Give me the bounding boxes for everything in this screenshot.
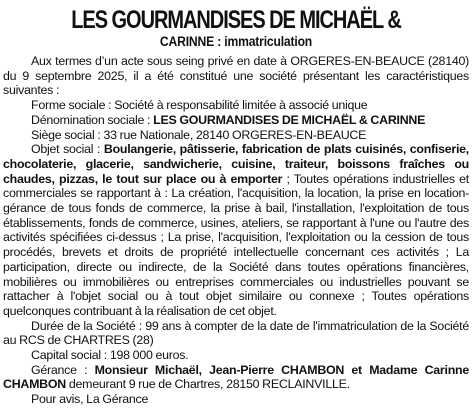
intro-paragraph: Aux termes d’un acte sous seing privé en date à ORGERES-EN-BEAUCE (28140) du 9 septembre 2025, il a été constitué une société présentant les caractéristiques suivantes : — [3, 54, 469, 98]
objet-details: ; Toutes opérations industrielles et commerciales se rapportant à : La création, l'acquisition, la location, la prise en location-gérance de tous fonds de commerce, la prise à bail, l'installation, l'exploitation de tous établissements, fonds de commerce, usines, ateliers, se rapportant à l'une ou l'autre des activités spécifiées ci-dessus ; La prise, l'acquisition, l'exploitation ou la cession de tous procédés, brevets et droits de propriété intellectuelle concernant ces activités ; La participation, directe ou indirecte, de la Société dans toutes opérations financières, mobilières ou immobilières ou entreprises commerciales ou industrielles pouvant se rattacher à l'objet social ou à tout objet similaire ou connexe ; Toutes opérations quelconques contribuant à la réalisation de cet objet. — [3, 171, 469, 318]
denomination-label: Dénomination sociale : — [31, 112, 154, 127]
gerance-label: Gérance : — [31, 362, 95, 377]
duree-societe: Durée de la Société : 99 ans à compter de la date de l'immatriculation de la Société au RCS de CHARTRES (28) — [3, 318, 469, 348]
denomination-value: LES GOURMANDISES DE MICHAËL & CARINNE — [153, 112, 426, 127]
gerance — [3, 363, 469, 392]
objet-activities: Boulangerie, pâtisserie, fabrication de plats cuisinés, confiserie, chocolaterie, glacerie, sandwicherie, cuisine, traiteur, boissons fraîches ou chaudes, pizzas, le tout sur place ou à emporter — [3, 142, 469, 186]
forme-sociale: Forme sociale : Société à responsabilité limitée à associé unique — [31, 98, 368, 113]
signature: Pour avis, La Gérance — [31, 392, 149, 407]
notice-body — [3, 54, 469, 407]
objet-label: Objet social : — [31, 142, 104, 157]
gerance-address: demeurant 9 rue de Chartres, 28150 RECLAINVILLE. — [65, 377, 350, 392]
siege-social: Siège social : 33 rue Nationale, 28140 ORGERES-EN-BEAUCE — [31, 127, 367, 142]
denomination-sociale — [3, 113, 469, 128]
objet-social — [3, 142, 469, 318]
gerance-names: Monsieur Michaël, Jean-Pierre CHAMBON et Madame Carinne CHAMBON — [3, 362, 469, 392]
notice-title: LES GOURMANDISES DE MICHAËL & — [71, 6, 401, 34]
notice-subtitle: CARINNE : immatriculation — [159, 34, 313, 49]
capital-social: Capital social : 198 000 euros. — [31, 348, 189, 363]
